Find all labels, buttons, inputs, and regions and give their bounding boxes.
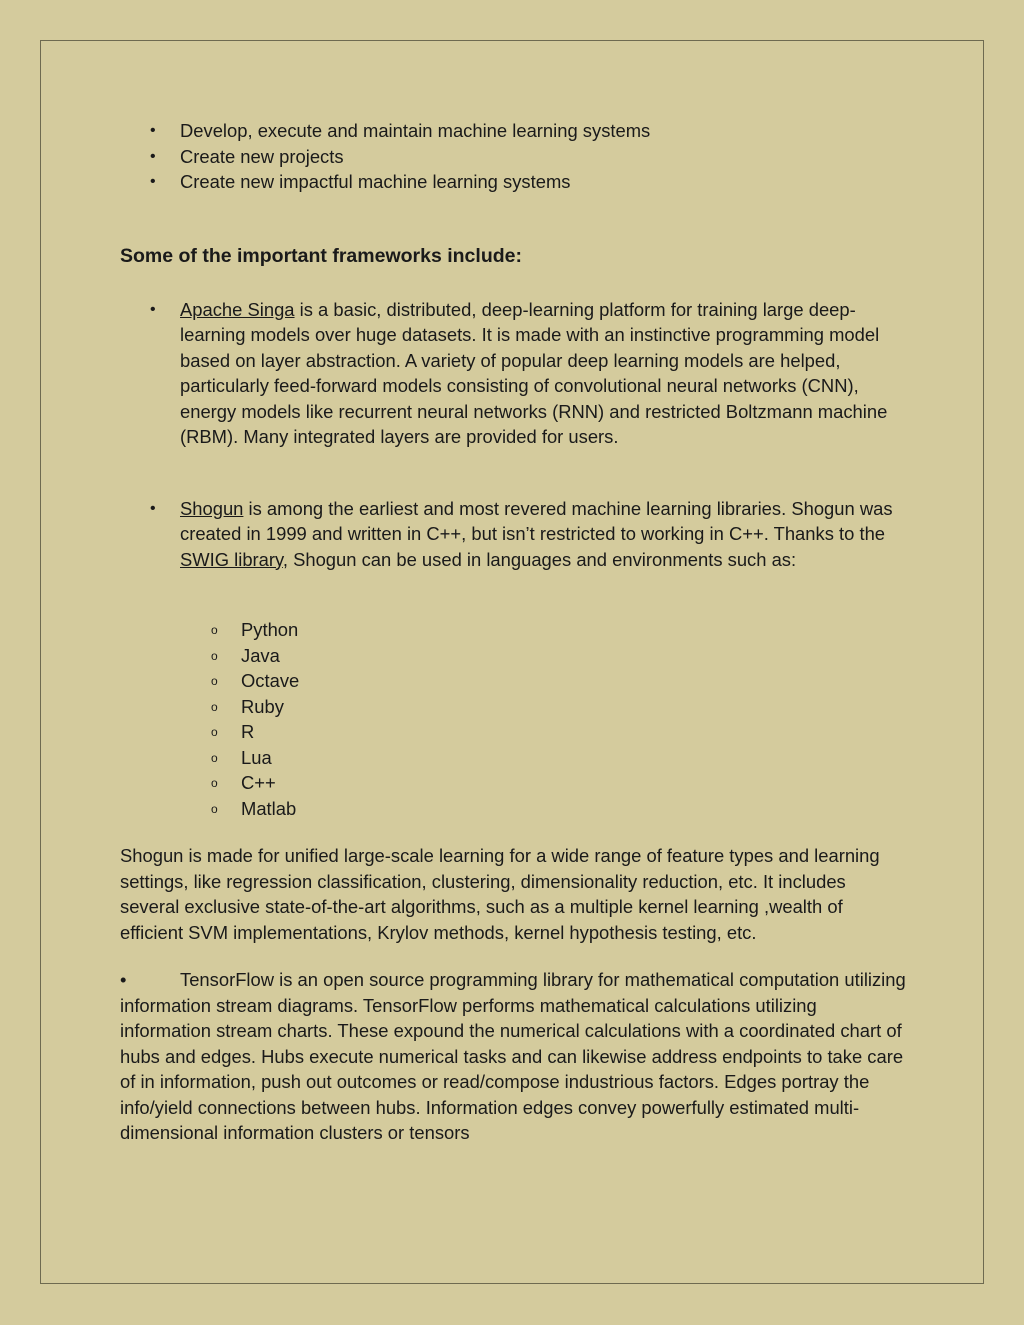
circle-bullet-icon: o <box>211 699 218 714</box>
responsibilities-list <box>120 118 910 195</box>
framework-item-shogun <box>120 496 910 573</box>
language-item <box>120 643 910 669</box>
shogun-link[interactable]: Shogun <box>180 497 244 519</box>
language-item <box>120 719 910 745</box>
circle-bullet-icon: o <box>211 750 218 765</box>
circle-bullet-icon: o <box>211 623 218 637</box>
language-item <box>120 745 910 771</box>
list-item <box>120 118 910 144</box>
circle-bullet-icon: o <box>211 725 218 739</box>
list-item-text: Create new projects <box>180 145 344 167</box>
language-name: Python <box>241 619 299 640</box>
circle-bullet-icon: o <box>211 801 218 816</box>
bullet-icon: • <box>150 499 156 517</box>
language-name: C++ <box>241 772 276 793</box>
language-item <box>120 668 910 694</box>
circle-bullet-icon: o <box>211 776 218 790</box>
language-name: Lua <box>241 746 272 768</box>
language-item <box>120 770 910 796</box>
circle-bullet-icon: o <box>211 674 218 688</box>
tensorflow-paragraph <box>120 967 910 1146</box>
framework-description: is among the earliest and most revered machine learning libraries. Shogun was created in 1999 and written in C++, but isn’t restricted to working in C++. Thanks to the <box>180 497 893 544</box>
language-item <box>120 617 910 643</box>
list-item <box>120 144 910 170</box>
tensorflow-text: TensorFlow is an open source programming library for mathematical computation utilizing information stream diagrams. TensorFlow performs mathematical calculations utilizing information stream charts. These expound the numerical calculations with a coordinated chart of hubs and edges. Hubs execute numerical tasks and can likewise address endpoints to take care of in information, push out outcomes or read/compose industrious factors. Edges portray the info/yield connections between hubs. Information edges convey powerfully estimated multi-dimensional information clusters or tensors <box>120 969 906 1143</box>
section-heading: Some of the important frameworks include: <box>120 244 522 267</box>
languages-list <box>120 617 910 821</box>
language-name: Octave <box>241 670 300 691</box>
language-name: Java <box>241 644 280 666</box>
shogun-paragraph: Shogun is made for unified large-scale learning for a wide range of feature types and learning settings, like regression classification, clustering, dimensionality reduction, etc. It includes several exclusive state-of-the-art algorithms, such as a multiple kernel learning ,wealth of efficient SVM implementations, Krylov methods, kernel hypothesis testing, etc. <box>120 845 880 943</box>
bullet-icon: • <box>150 147 156 165</box>
list-item-text: Develop, execute and maintain machine learning systems <box>180 120 651 141</box>
bullet-icon: • <box>150 173 156 190</box>
bullet-icon: • <box>150 122 156 139</box>
swig-library-link[interactable]: SWIG library <box>180 548 283 570</box>
framework-description-end: , Shogun can be used in languages and environments such as: <box>282 548 797 570</box>
list-item-text: Create new impactful machine learning systems <box>180 171 571 192</box>
frameworks-list <box>120 297 910 573</box>
list-item <box>120 169 910 195</box>
circle-bullet-icon: o <box>211 648 218 663</box>
bullet-icon: • <box>120 969 127 990</box>
bullet-icon: • <box>150 300 156 318</box>
apache-singa-link[interactable]: Apache Singa <box>180 298 295 320</box>
framework-item-apache-singa <box>120 297 910 450</box>
framework-description: is a basic, distributed, deep-learning platform for training large deep-learning models over huge datasets. It is made with an instinctive programming model based on layer abstraction. A variety of popular deep learning models are helped, particularly feed-forward models consisting of convolutional neural networks (CNN), energy models like recurrent neural networks (RNN) and restricted Boltzmann machine (RBM). Many integrated layers are provided for users. <box>180 298 888 447</box>
language-item <box>120 694 910 720</box>
language-item <box>120 796 910 822</box>
language-name: Matlab <box>241 797 297 819</box>
language-name: Ruby <box>241 695 284 717</box>
language-name: R <box>241 721 255 742</box>
document-content <box>120 118 910 1164</box>
